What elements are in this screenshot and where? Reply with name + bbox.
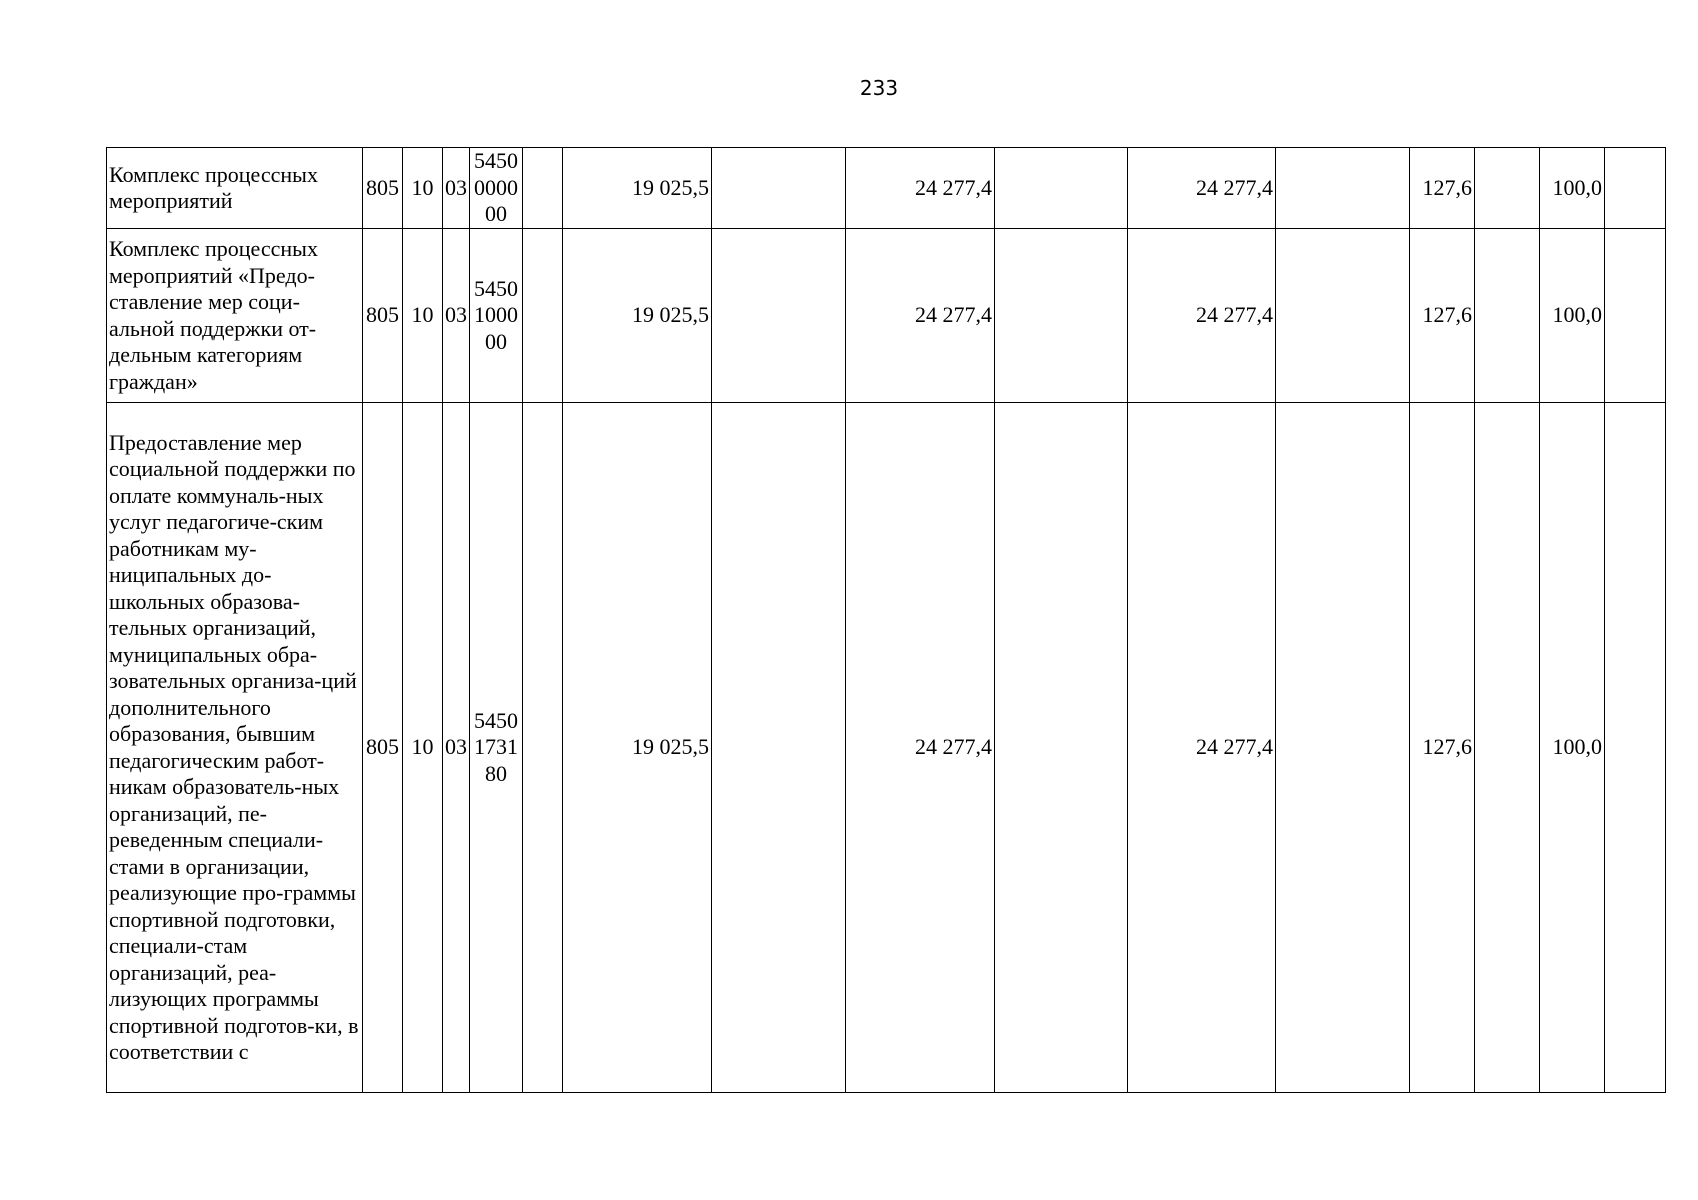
percent-cell: 100,0 <box>1540 148 1605 229</box>
row-name: Предоставление мер социальной поддержки по оплате коммуналь-ных услуг педагогиче-ским работникам му-ниципальных до-школьных образова-тельных организаций, муниципальных обра-зовательных организа-ций дополнительного образования, бывшим педагогическим работ-никам образователь-ных организаций, пе-реведенным специали-стами в организации, реализующие про-граммы спортивной подготовки, специали-стам организаций, реа-лизующих программы спортивной подготов-ки, в соответствии с <box>107 403 363 1093</box>
target-article-part: 0000 <box>474 174 518 200</box>
row-name: Комплекс процессных мероприятий «Предо-ставление мер соци-альной поддержки от-дельным категориям граждан» <box>107 229 363 403</box>
amount-cell <box>1276 403 1410 1093</box>
amount-cell <box>712 148 846 229</box>
amount-cell: 24 277,4 <box>1128 229 1276 403</box>
target-article-part: 1000 <box>474 302 518 328</box>
grbs-cell: 805 <box>363 148 403 229</box>
amount-cell: 19 025,5 <box>563 148 712 229</box>
target-article-part: 5450 <box>474 707 518 733</box>
percent-cell <box>1475 229 1540 403</box>
table-row <box>107 229 1666 403</box>
subsection-cell: 03 <box>443 403 470 1093</box>
target-article-part: 1731 <box>474 734 518 760</box>
expense-type-cell <box>523 403 563 1093</box>
amount-cell: 19 025,5 <box>563 229 712 403</box>
percent-cell: 127,6 <box>1410 229 1475 403</box>
percent-cell <box>1605 148 1666 229</box>
page-number: 233 <box>859 76 899 100</box>
amount-cell <box>995 229 1128 403</box>
amount-cell <box>995 403 1128 1093</box>
amount-cell <box>995 148 1128 229</box>
table-row <box>107 148 1666 229</box>
section-cell: 10 <box>403 148 443 229</box>
section-cell: 10 <box>403 229 443 403</box>
grbs-cell: 805 <box>363 229 403 403</box>
amount-cell <box>1276 229 1410 403</box>
amount-cell <box>1276 148 1410 229</box>
percent-cell: 100,0 <box>1540 403 1605 1093</box>
amount-cell <box>712 403 846 1093</box>
subsection-cell: 03 <box>443 229 470 403</box>
amount-cell: 24 277,4 <box>846 148 995 229</box>
row-name: Комплекс процессных мероприятий <box>107 148 363 229</box>
amount-cell: 24 277,4 <box>846 229 995 403</box>
percent-cell: 127,6 <box>1410 148 1475 229</box>
percent-cell <box>1605 403 1666 1093</box>
target-article-part: 5450 <box>474 275 518 301</box>
table-row <box>107 403 1666 1093</box>
target-article-part: 5450 <box>474 148 518 174</box>
target-article-part: 00 <box>485 201 507 227</box>
grbs-cell: 805 <box>363 403 403 1093</box>
percent-cell: 127,6 <box>1410 403 1475 1093</box>
percent-cell: 100,0 <box>1540 229 1605 403</box>
target-article-cell <box>470 148 523 229</box>
section-cell: 10 <box>403 403 443 1093</box>
amount-cell <box>712 229 846 403</box>
expense-type-cell <box>523 148 563 229</box>
target-article-cell <box>470 403 523 1093</box>
target-article-part: 80 <box>485 760 507 786</box>
percent-cell <box>1475 148 1540 229</box>
subsection-cell: 03 <box>443 148 470 229</box>
expense-type-cell <box>523 229 563 403</box>
amount-cell: 24 277,4 <box>1128 148 1276 229</box>
percent-cell <box>1475 403 1540 1093</box>
amount-cell: 24 277,4 <box>846 403 995 1093</box>
target-article-cell <box>470 229 523 403</box>
budget-table <box>106 147 1666 1093</box>
target-article-part: 00 <box>485 328 507 354</box>
amount-cell: 24 277,4 <box>1128 403 1276 1093</box>
percent-cell <box>1605 229 1666 403</box>
amount-cell: 19 025,5 <box>563 403 712 1093</box>
